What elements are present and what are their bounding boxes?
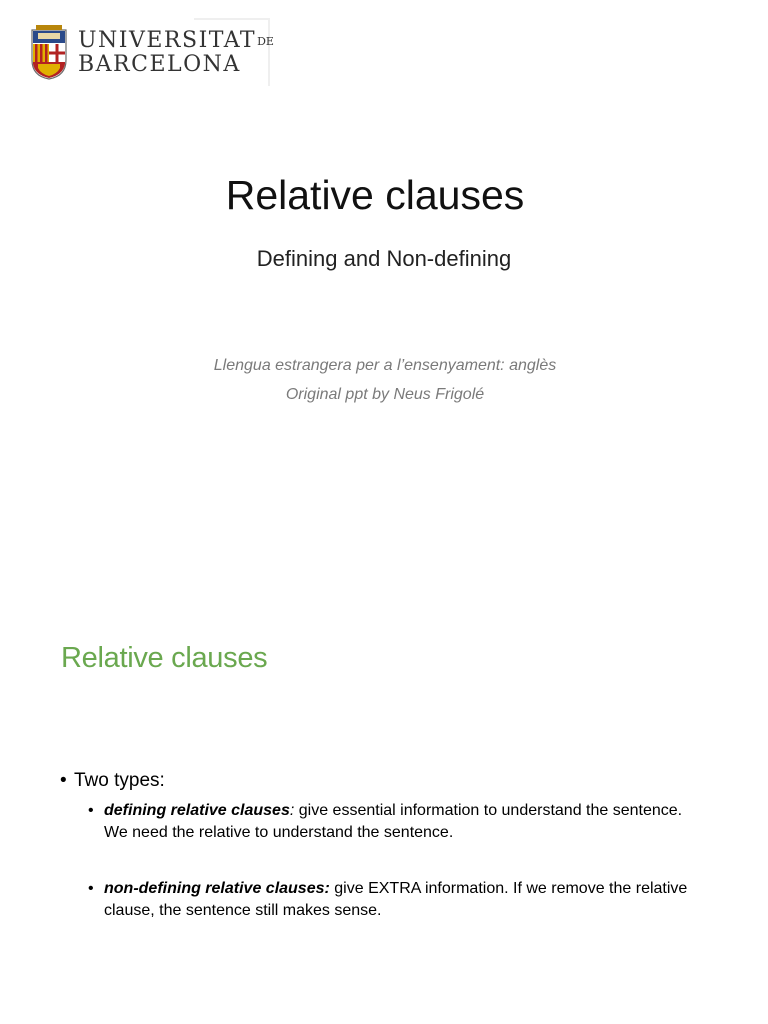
bullet-dot: •: [60, 770, 67, 791]
list-item-text: [104, 878, 688, 922]
slide-subtitle: Defining and Non-defining: [256, 246, 512, 271]
definition-defining: give essential information to understand the sentence. We need the relative to understand the sentence.: [104, 802, 683, 841]
bullet-two-types: [60, 770, 165, 792]
list-item-defining: [88, 800, 688, 844]
list-item-non-defining: [88, 878, 688, 922]
logo-text-line1: [78, 28, 274, 53]
term-non-defining: non-defining relative clauses:: [104, 880, 330, 897]
course-name: Llengua estrangera per a l’ensenyament: anglès: [213, 357, 557, 374]
bullet-dot: •: [88, 802, 94, 819]
logo-de: DE: [257, 35, 274, 48]
university-logo: [26, 18, 274, 86]
definition-non-defining: give EXTRA information. If we remove the relative clause, the sentence still makes sense.: [104, 880, 688, 919]
term-colon: :: [289, 802, 295, 819]
university-shield-icon: [30, 24, 68, 80]
bullet-text: Two types:: [74, 770, 165, 791]
section-heading: Relative clauses: [61, 642, 268, 674]
logo-universitat: UNIVERSITAT: [78, 28, 257, 53]
bullet-dot: •: [88, 880, 94, 897]
author-credit: Original ppt by Neus Frigolé: [285, 386, 485, 403]
logo-text-line2: BARCELONA: [78, 52, 241, 77]
slide-title: Relative clauses: [225, 172, 525, 218]
list-item-text: [104, 800, 688, 844]
term-defining: defining relative clauses: [104, 802, 290, 819]
